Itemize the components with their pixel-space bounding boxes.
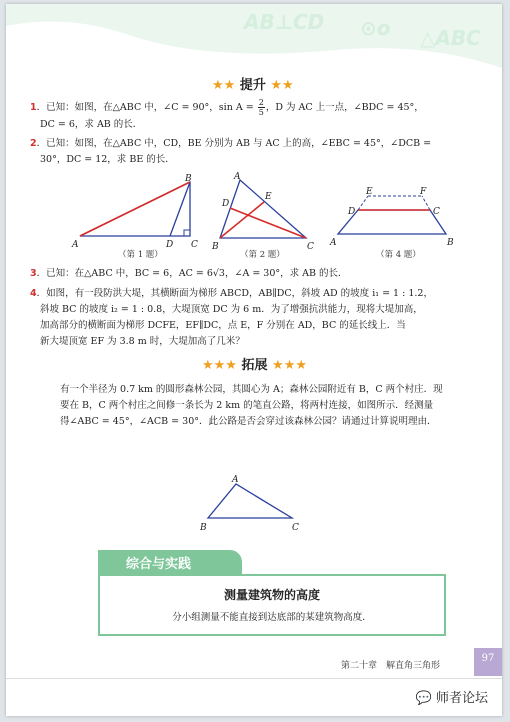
extension-de <box>358 196 368 210</box>
problem-text: ．已知：在△ABC 中，BC = 6，AC = 6√3，∠A = 30°，求 AB 的长． <box>36 268 348 279</box>
problem-text: ．如图，有一段防洪大堤，其横断面为梯形 ABCD，AB∥DC，斜坡 AD 的坡度 i₁ = 1 : 1.2， <box>36 288 433 299</box>
point-label-a: A <box>232 475 239 485</box>
problem-number: 4 <box>30 288 37 299</box>
point-label-a: A <box>234 172 241 182</box>
problem-text: 斜坡 BC 的坡度 i₂ = 1 : 0.8，大堤顶宽 DC 为 6 m．为了增强抗洪能力，现将大堤加高， <box>40 304 423 315</box>
fraction-denominator: 5 <box>258 108 264 117</box>
practice-description: 分小组测量不能直接到达底部的某建筑物高度． <box>172 612 372 623</box>
figure-1 <box>70 174 200 250</box>
practice-box <box>98 574 446 636</box>
practice-tab-label: 综合与实践 <box>126 557 192 572</box>
point-label-e: E <box>366 187 373 197</box>
practice-title: 测量建筑物的高度 <box>223 588 320 602</box>
point-label-b: B <box>185 174 192 184</box>
problem-text: DC = 6，求 AB 的长． <box>40 119 143 130</box>
section-title: 拓展 <box>241 358 268 373</box>
chat-bubble-icon: 💬 <box>415 691 432 706</box>
point-label-c: C <box>191 240 198 250</box>
point-label-b: B <box>447 238 454 248</box>
point-label-c: C <box>292 523 299 533</box>
point-label-b: B <box>200 523 207 533</box>
point-label-d: D <box>166 240 174 250</box>
page-number: 97 <box>474 648 502 676</box>
problem-text: 加高部分的横断面为梯形 DCFE，EF∥DC，点 E，F 分别在 AD，BC 的延长线上．当 <box>40 320 406 331</box>
problem-text: 有一个半径为 0.7 km 的圆形森林公园，其圆心为 A；森林公园附近有 B，C 两个村庄．现 <box>60 384 443 395</box>
section-heading-extend <box>202 354 307 373</box>
point-label-c: C <box>433 207 440 217</box>
star-icon: ★★ <box>270 78 294 93</box>
section-heading-improve <box>212 74 294 93</box>
point-label-f: F <box>420 187 427 197</box>
problem-text: 30°，DC = 12，求 BE 的长． <box>40 154 175 165</box>
figure-5 <box>198 474 308 534</box>
problem-text: ．已知：如图，在△ABC 中，CD，BE 分别为 AB 与 AC 上的高，∠EBC = 45°，∠DCB = <box>36 138 432 149</box>
chapter-footer: 第二十章 解直角三角形 <box>340 661 440 671</box>
star-icon: ★★★ <box>202 358 237 373</box>
problem-text: 新大堤顶宽 EF 为 3.8 m 时，大堤加高了几米？ <box>40 336 245 347</box>
problem-number: 1 <box>30 102 37 113</box>
problem-2 <box>30 136 466 168</box>
point-label-e: E <box>265 192 272 202</box>
figure-2-caption: （第 2 题） <box>240 250 285 260</box>
point-label-d: D <box>348 207 356 217</box>
header-deco-perpendicular: AB⊥CD <box>244 10 325 34</box>
figure-4-caption: （第 4 题） <box>376 250 421 260</box>
point-label-c: C <box>307 242 314 252</box>
fraction-numerator: 2 <box>258 98 264 107</box>
header-deco-circle: ⊙o <box>360 16 391 40</box>
section-title: 提升 <box>239 78 266 93</box>
star-icon: ★★★ <box>272 358 308 373</box>
fraction <box>258 98 265 117</box>
point-label-d: D <box>222 199 230 209</box>
problem-3 <box>30 266 466 282</box>
figure-2 <box>210 172 318 252</box>
watermark-text: 师者论坛 <box>435 691 488 706</box>
problem-4 <box>30 286 466 350</box>
problem-1 <box>30 98 466 133</box>
star-icon: ★★ <box>212 78 236 93</box>
problem-text: 要在 B，C 两个村庄之间修一条长为 2 km 的笔直公路，将两村连接，如图所示．经测量 <box>60 400 434 411</box>
segment-cd <box>230 208 306 238</box>
problem-text: ．已知：如图，在△ABC 中，∠C = 90°，sin A = <box>36 102 257 113</box>
extension-cf <box>422 196 430 210</box>
problem-number: 2 <box>30 138 37 149</box>
footer-divider <box>6 678 502 679</box>
point-label-b: B <box>212 242 219 252</box>
extension-problem <box>60 382 470 430</box>
point-label-a: A <box>330 238 337 248</box>
watermark <box>416 687 488 706</box>
figure-4 <box>328 186 460 248</box>
problem-text: ，D 为 AC 上一点，∠BDC = 45°， <box>265 102 424 113</box>
problem-number: 3 <box>30 268 37 279</box>
problem-text: 得∠ABC = 45°，∠ACB = 30°．此公路是否会穿过该森林公园？请通过计算说明理由． <box>60 416 437 427</box>
header-deco-triangle: △ABC <box>420 26 481 50</box>
figure-1-caption: （第 1 题） <box>118 250 163 260</box>
textbook-page <box>6 4 502 716</box>
point-label-a: A <box>72 240 79 250</box>
triangle-abc <box>208 484 292 518</box>
right-angle-mark <box>184 230 190 236</box>
